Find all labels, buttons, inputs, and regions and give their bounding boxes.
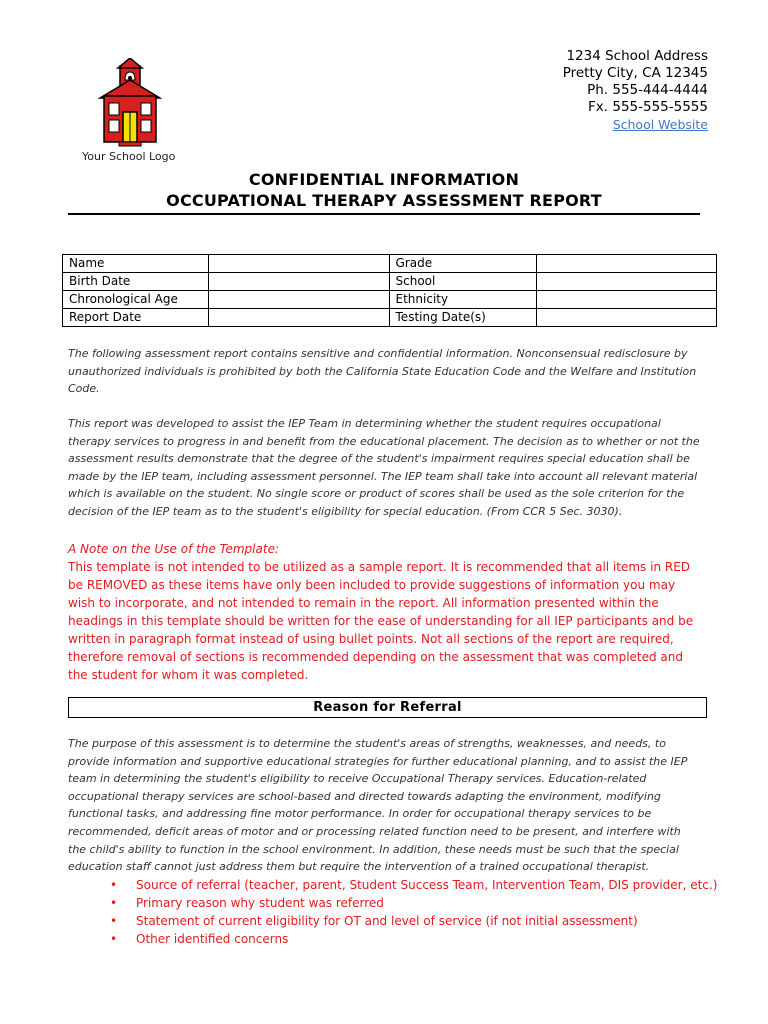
reason-paragraph: The purpose of this assessment is to determine the student's areas of strengths, weaknesses, and needs, to provide information and supportive educational strategies for further educational planning, and to assist the IEP team in determining the student's eligibility to receive Occupational Therapy services. Education-related occupational therapy services are school-based and directed towards adapting the environment, modifying functional tasks, and addressing fine motor performance. In order for occupational therapy services to be recommended, deficit areas of motor and or processing related function need to be present, and interfere with the child's ability to function in the school environment. In addition, these needs must be such that the special education staff cannot just address them but require the intervention of a trained occupational therapist.	[68, 737, 688, 874]
school-logo-icon	[98, 58, 162, 150]
field-label: Chronological Age	[63, 291, 209, 309]
purpose-paragraph: This report was developed to assist the IEP Team in determining whether the student requires occupational therapy services to progress in and benefit from the educational placement. The decision as to whether or not the assessment results demonstrate that the degree of the student's impairment requires special education shall be made by the IEP team, including assessment personnel. The IEP team shall take into account all relevant material which is available on the student. No single score or product of scores shall be used as the sole criterion for the decision of the IEP team as to the student's eligibility for special education. (From CCR 5 Sec. 3030).	[68, 417, 700, 518]
school-website-link[interactable]: School Website	[612, 117, 708, 132]
list-item: • Primary reason why student was referred	[110, 894, 717, 912]
school-field[interactable]	[537, 273, 717, 291]
referral-bullet-list	[110, 876, 717, 948]
logo-caption: Your School Logo	[82, 150, 176, 163]
document-title-line2: OCCUPATIONAL THERAPY ASSESSMENT REPORT	[166, 191, 602, 210]
school-address	[563, 48, 708, 134]
field-label: Birth Date	[63, 273, 209, 291]
testing-dates-field[interactable]	[537, 309, 717, 327]
template-note	[68, 540, 702, 684]
table-row	[63, 273, 717, 291]
field-label: Report Date	[63, 309, 209, 327]
template-note-body: This template is not intended to be utilized as a sample report. It is recommended that all items in RED be REMOVED as these items have only been included to provide suggestions of information you may wish to incorporate, and not intended to remain in the report. All information presented within the headings in this template should be written for the ease of understanding for all IEP participants and be written in paragraph format instead of using bullet points. Not all sections of the report are required, therefore removal of sections is recommended depending on the assessment that was completed and the student for whom it was completed.	[68, 560, 694, 682]
student-info-table	[62, 254, 717, 327]
table-row	[63, 291, 717, 309]
address-city: Pretty City, CA 12345	[562, 65, 708, 81]
address-street: 1234 School Address	[566, 48, 708, 64]
list-item: • Statement of current eligibility for OT and level of service (if not initial assessment)	[110, 912, 717, 930]
document-title-line1: CONFIDENTIAL INFORMATION	[248, 170, 520, 189]
title-divider	[68, 213, 700, 215]
ethnicity-field[interactable]	[537, 291, 717, 309]
field-label: Name	[63, 255, 209, 273]
section-heading-reason-for-referral: Reason for Referral	[68, 697, 707, 718]
field-label: School	[389, 273, 537, 291]
birth-date-field[interactable]	[208, 273, 389, 291]
chronological-age-field[interactable]	[208, 291, 389, 309]
list-item: • Source of referral (teacher, parent, Student Success Team, Intervention Team, DIS provider, etc.)	[110, 876, 717, 894]
name-field[interactable]	[208, 255, 389, 273]
field-label: Testing Date(s)	[389, 309, 537, 327]
field-label: Ethnicity	[389, 291, 537, 309]
confidentiality-paragraph: The following assessment report contains sensitive and confidential information. Nonconsensual redisclosure by unauthorized individuals is prohibited by both the California State Education Code and the Welfare and Institution Code.	[68, 347, 697, 396]
address-fax: Fx. 555-555-5555	[588, 99, 708, 115]
template-note-heading: A Note on the Use of the Template:	[68, 542, 279, 556]
report-date-field[interactable]	[208, 309, 389, 327]
table-row	[63, 309, 717, 327]
grade-field[interactable]	[537, 255, 717, 273]
table-row	[63, 255, 717, 273]
list-item: • Other identified concerns	[110, 930, 717, 948]
address-phone: Ph. 555-444-4444	[587, 82, 708, 98]
field-label: Grade	[389, 255, 537, 273]
